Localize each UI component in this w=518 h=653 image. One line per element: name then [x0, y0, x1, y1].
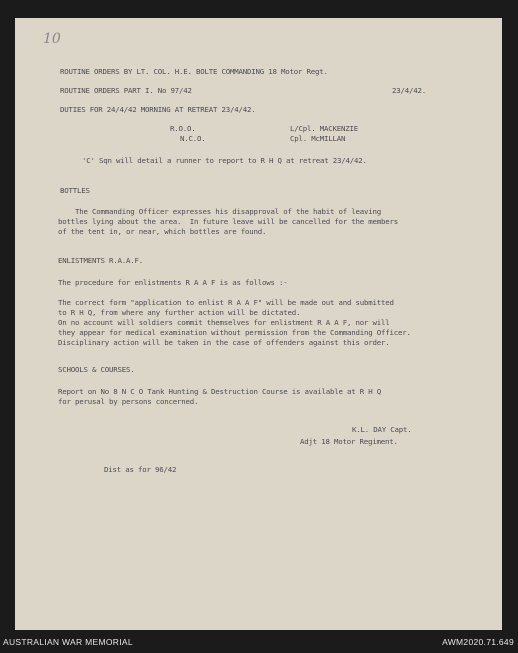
heading-line-1: ROUTINE ORDERS BY LT. COL. H.E. BOLTE COMMANDING 18 Motor Regt. [60, 67, 328, 76]
enlistments-line-3: The correct form "application to enlist R A A F" will be made out and submitted [58, 298, 394, 307]
bottles-line-2: bottles lying about the area. In future leave will be cancelled for the members [58, 217, 398, 226]
footer-accession-number: AWM2020.71.649 [442, 637, 514, 647]
signature-name: K.L. DAY Capt. [352, 425, 412, 434]
schools-line-2: for perusal by persons concerned. [58, 397, 199, 406]
heading-line-2: ROUTINE ORDERS PART I. No 97/42 [60, 86, 192, 95]
enlistments-line-5: On no account will soldiers commit themselves for enlistment R A A F, nor will [58, 318, 390, 327]
bottles-line-3: of the tent in, or near, which bottles are found. [58, 227, 267, 236]
signature-title: Adjt 18 Motor Regiment. [300, 437, 398, 446]
enlistments-line-7: Disciplinary action will be taken in the case of offenders against this order. [58, 338, 390, 347]
duty-name-1: L/Cpl. MACKENZIE [290, 124, 358, 133]
distribution: Dist as for 96/42 [104, 465, 177, 474]
section-title-schools: SCHOOLS & COURSES. [58, 365, 135, 374]
enlistments-line-4: to R H Q, from where any further action will be dictated. [58, 308, 301, 317]
handwritten-mark: 10 [43, 31, 61, 47]
section-title-bottles: BOTTLES [60, 186, 90, 195]
section-title-enlistments: ENLISTMENTS R.A.A.F. [58, 256, 143, 265]
duty-role-2: N.C.O. [180, 134, 206, 143]
enlistments-line-6: they appear for medical examination without permission from the Commanding Officer. [58, 328, 411, 337]
enlistments-line-1: The procedure for enlistments R A A F is as follows :- [58, 278, 288, 287]
duty-role-1: R.O.O. [170, 124, 196, 133]
duty-name-2: Cpl. McMILLAN [290, 134, 346, 143]
footer-institution: AUSTRALIAN WAR MEMORIAL [3, 637, 133, 647]
bottles-line-1: The Commanding Officer expresses his disapproval of the habit of leaving [58, 207, 381, 216]
schools-line-1: Report on No 8 N C O Tank Hunting & Destruction Course is available at R H Q [58, 387, 381, 396]
runner-line: 'C' Sqn will detail a runner to report to R H Q at retreat 23/4/42. [82, 156, 367, 165]
heading-line-3: DUTIES FOR 24/4/42 MORNING AT RETREAT 23/4/42. [60, 105, 256, 114]
heading-date: 23/4/42. [392, 86, 426, 95]
